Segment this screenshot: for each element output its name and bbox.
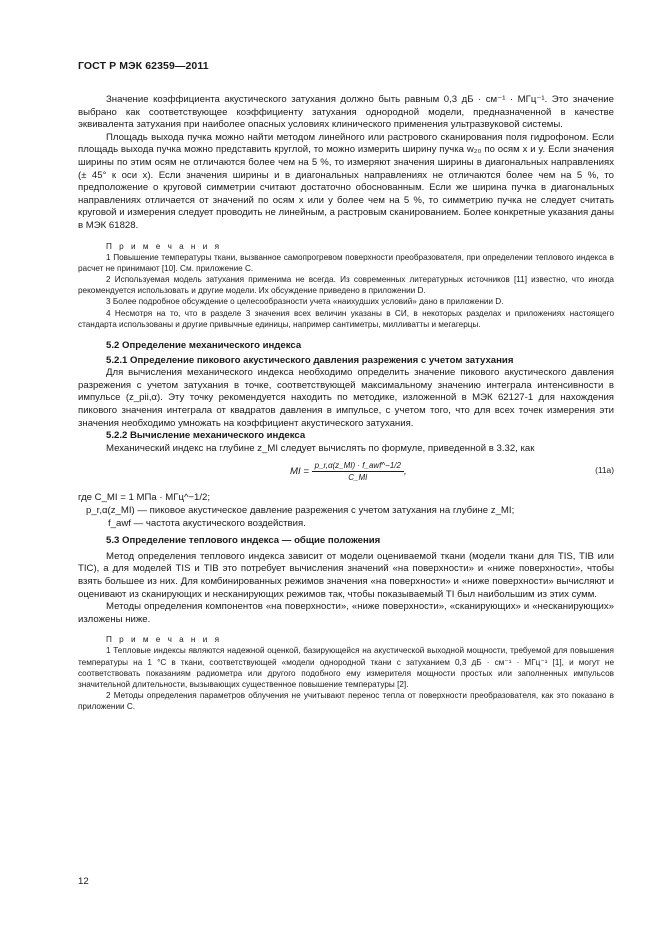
formula-numerator: p_r,α(z_MI) · f_awf^−1/2 <box>312 461 404 472</box>
paragraph-attenuation: Значение коэффициента акустического затухания должно быть равным 0,3 дБ · см⁻¹ · МГц⁻¹. Это значение выбрано как соответствующее коэффициенту затухания однородной модели, предназначенной в качестве эквивалента затухания при наиболее опасных условиях клинического применения ультразвуковой системы. <box>78 94 614 131</box>
note-item: 2 Используемая модель затухания применима не всегда. Из современных литературных источников [11] известно, что иногда рекомендуется использовать и другие модели. Их обсуждение приведено в приложении D. <box>78 274 614 296</box>
note-item: 1 Тепловые индексы являются надежной оценкой, базирующейся на акустической выходной мощности, требуемой для повышения температуры на 1 °С в ткани, соответствующей «модели однородной ткани с затуханием 0,3 дБ · см⁻¹ · МГц⁻¹ [1], и могут не соответствовать показаниям радиометра или другого подобного ему измерителя мощности простых или заполненных импульсов значительной длительности, вызывающих существенное повышение температуры [2]. <box>78 646 614 690</box>
definitions-block <box>78 491 614 530</box>
notes-title: П р и м е ч а н и я <box>106 635 222 645</box>
note-item: 1 Повышение температуры ткани, вызванное самопрогревом поверхности преобразователя, при определении теплового индекса в расчет не принимают [10]. См. приложение С. <box>78 252 614 273</box>
formula-number: (11а) <box>595 465 614 476</box>
paragraph-beam-area: Площадь выхода пучка можно найти методом линейного или растрового сканирования поля гидрофоном. Если площадь выхода пучка можно представить круглой, то можно измерить ширину пучка w₂₀ по осям x и y. Если значения ширины по этим осям не отличаются более чем на 5 %, то измеряют значения ширины в диагональных направлениях (± 45° к оси x). Если значения ширины и в диагональных направлениях не отличаются более чем на 5 %, то предположение о круговой симметрии считают достаточно обоснованным. Если же ширина пучка в диагональных направлениях отличается от значений по осям x или y более чем на 5 %, то симметрию пучка не следует считать круговой и измерения следует проводить не линейным, а растровым сканированием. Более конкретные указания даны в МЭК 61828. <box>78 131 614 231</box>
document-header: ГОСТ Р МЭК 62359—2011 <box>78 60 209 72</box>
note-item: 2 Методы определения параметров облучения не учитывают перенос тепла от поверхности преобразователя, как это показано в приложении С. <box>78 691 614 712</box>
formula-denominator: C_MI <box>348 473 368 483</box>
formula: MI = $\frac{\text{p\_r,α(z\_MI) · f\_awf\textasciicircum{}−1/2}}{C\_MI}$ , <box>290 461 407 483</box>
definition-item: f_awf — частота акустического воздействия. <box>108 518 306 530</box>
paragraph-components: Методы определения компонентов «на поверхности», «ниже поверхности», «сканирующих» и «несканирующих» изложены ниже. <box>78 601 614 625</box>
note-item: 4 Несмотря на то, что в разделе 3 значения всех величин указаны в СИ, в некоторых разделах и приложениях настоящего стандарта использованы и другие привычные единицы, например сантиметры, милливатты и мегагерцы. <box>78 308 614 329</box>
note-item: 3 Более подробное обсуждение о целесообразности учета «наихудших условий» дано в приложении D. <box>106 297 504 307</box>
section-heading: 5.2.2 Вычисление механического индекса <box>106 430 306 442</box>
paragraph-peak-pressure: Для вычисления механического индекса необходимо определить значение пикового акустического давления разрежения с учетом затухания в точке, соответствующей максимальному значению интеграла интенсивности в импульсе (z_pii,α). Эту точку рекомендуется находить по методике, изложенной в МЭК 62127-1 для нахождения пикового значения интеграла от квадратов давления в импульсе, с учетом того, что для всех точек измерения эти значения необходимо умножать на коэффициент акустического затухания. <box>78 367 614 429</box>
definition-item: p_r,α(z_MI) — пиковое акустическое давление разрежения с учетом затухания на глубине z_MI; <box>86 505 515 517</box>
section-heading: 5.3 Определение теплового индекса — общие положения <box>106 535 381 547</box>
notes-title: П р и м е ч а н и я <box>106 241 222 251</box>
paragraph-thermal-index: Метод определения теплового индекса зависит от модели оцениваемой ткани (модели ткани для TIS, TIB или TIC), а для моделей TIS и TIB это потребует вычисления значений «на поверхности» и «ниже поверхности», чтобы взять большее из них. Для комбинированных режимов значения «на поверхности» и «ниже поверхности» вычисляют и оценивают из сканирующих и несканирующих режимов так, чтобы показываемый TI был наибольшим из этих сумм. <box>78 550 614 600</box>
section-heading: 5.2.1 Определение пикового акустического давления разрежения с учетом затухания <box>106 354 514 366</box>
paragraph-mi-formula-intro: Механический индекс на глубине z_MI следует вычислять по формуле, приведенной в 3.32, как <box>106 442 535 454</box>
section-heading: 5.2 Определение механического индекса <box>106 339 302 351</box>
document-page <box>78 60 614 713</box>
formula-block <box>78 459 614 489</box>
definition-where: где C_MI = 1 МПа · МГц^−1/2; <box>78 492 211 504</box>
page-number: 12 <box>78 876 89 887</box>
formula-fraction <box>312 461 404 482</box>
formula-lhs: MI = <box>290 466 309 478</box>
